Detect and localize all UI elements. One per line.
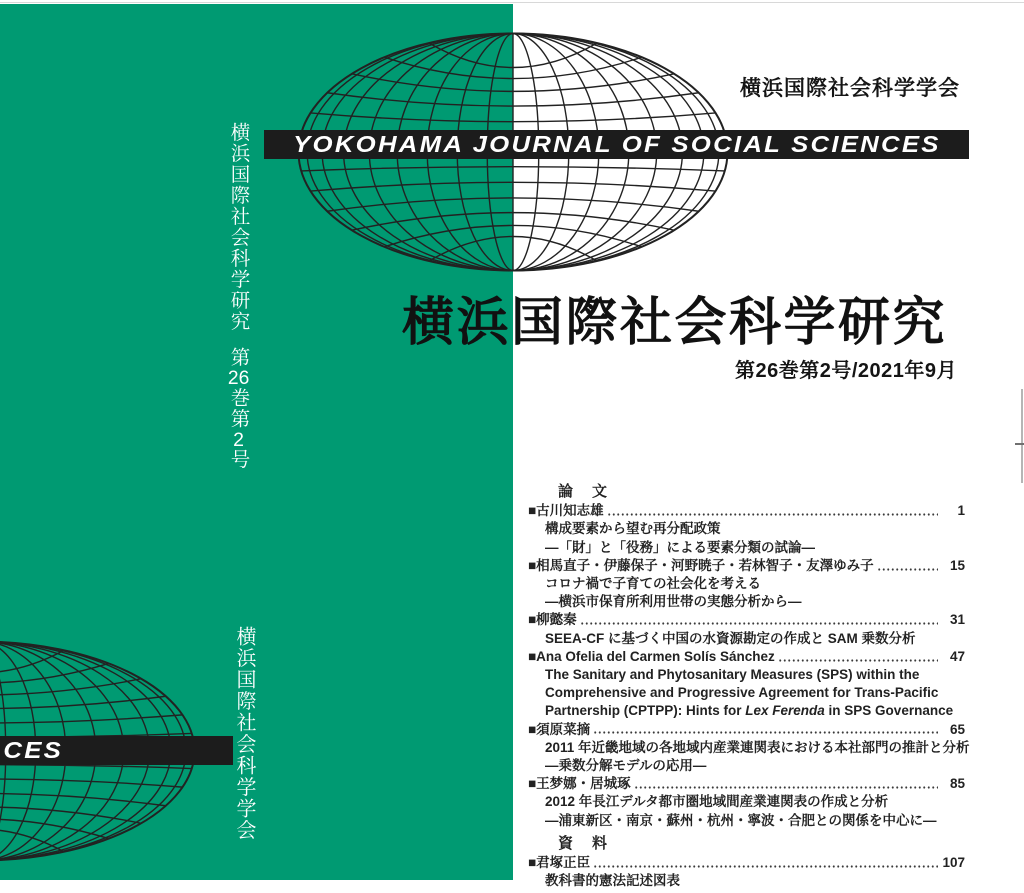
journal-title-english-fragment: CES	[3, 737, 64, 763]
toc-page-number: 15	[949, 557, 965, 573]
journal-title-english: YOKOHAMA JOURNAL OF SOCIAL SCIENCES	[293, 131, 941, 157]
toc-dot-leader	[607, 502, 938, 520]
spine-volume-issue	[228, 347, 248, 470]
toc-title-italic-segment: Lex Ferenda	[745, 703, 825, 719]
toc-dot-leader	[580, 611, 938, 629]
toc-author: ■相馬直子・伊藤保子・河野暁子・若林智子・友澤ゆみ子	[528, 557, 874, 573]
toc-title-line: 教科書的憲法記述図表	[545, 873, 680, 889]
page-top-border	[0, 2, 1024, 3]
toc-entry	[528, 648, 965, 666]
toc-title-segment: in SPS Governance	[824, 703, 954, 719]
toc-entry	[528, 721, 965, 739]
toc-author: ■古川知志雄	[528, 503, 604, 519]
spine-title-vertical	[228, 122, 248, 470]
journal-title-banner	[264, 130, 969, 159]
toc	[528, 483, 970, 890]
toc-page-number: 1	[957, 503, 965, 519]
toc-title-line: 2012 年長江デルタ都市圏地域間産業連関表の作成と分析	[545, 794, 889, 810]
toc-title-line: The Sanitary and Phytosanitary Measures (SPS) within the	[545, 667, 920, 683]
spine-volume-segment: 巻第	[227, 387, 250, 430]
toc-entry	[528, 611, 965, 629]
page-edge-mark	[1021, 389, 1023, 483]
journal-title-japanese: 横浜国際社会科学研究	[402, 294, 948, 352]
toc-dot-leader	[634, 775, 938, 793]
toc-entry	[528, 775, 965, 793]
spine-society-name-vertical: 横浜国際社会科学学会	[233, 626, 255, 841]
spine-volume-segment: 第	[227, 347, 250, 368]
toc-title-line: Comprehensive and Progressive Agreement for Trans-Pacific	[545, 685, 939, 701]
spine-volume-segment: 号	[227, 449, 250, 470]
spine-volume-segment: 26	[227, 368, 250, 388]
toc-page-number: 31	[949, 612, 965, 628]
toc-title-line: コロナ禍で子育ての社会化を考える	[545, 576, 761, 592]
toc-author: ■王梦娜・居城琢	[528, 776, 631, 792]
toc-author: ■柳懿秦	[528, 612, 577, 628]
toc-title-line: ―乗数分解モデルの応用―	[545, 758, 707, 774]
toc-dot-leader	[593, 854, 938, 872]
spine-volume-segment: 2	[233, 429, 244, 449]
toc-page-number: 65	[949, 721, 965, 737]
toc-title-line: ―浦東新区・南京・蘇州・杭州・寧波・合肥との関係を中心に―	[545, 812, 937, 828]
toc-page-number: 85	[949, 776, 965, 792]
back-cover-banner	[0, 736, 233, 765]
spine-journal-title: 横浜国際社会科学研究	[227, 122, 250, 332]
toc-section-heading: 資 料	[558, 834, 610, 852]
volume-issue-date: 第26巻第2号/2021年9月	[734, 360, 957, 382]
toc-title-line	[528, 702, 965, 720]
toc-title-line: 2011 年近畿地域の各地域内産業連関表における本社部門の推計と分析	[545, 739, 970, 755]
toc-title-line: ―「財」と「役務」による要素分類の試論―	[545, 539, 815, 555]
toc-author: ■Ana Ofelia del Carmen Solís Sánchez	[528, 648, 775, 664]
toc-page-number: 107	[942, 855, 965, 871]
toc-section-heading: 論 文	[558, 483, 610, 500]
toc-entry	[528, 502, 965, 520]
toc-author: ■須原菜摘	[528, 721, 591, 737]
toc-title-segment: Partnership (CPTPP): Hints for	[545, 703, 746, 719]
toc-entry	[528, 557, 965, 575]
toc-dot-leader	[877, 557, 938, 575]
toc-title-line: 構成要素から望む再分配政策	[545, 521, 721, 537]
toc-page-number: 47	[949, 648, 965, 664]
toc-author: ■君塚正臣	[528, 855, 591, 871]
toc-title-line: SEEA-CF に基づく中国の水資源勘定の作成と SAM 乗数分析	[545, 630, 916, 646]
toc-title-line: ―横浜市保育所利用世帯の実態分析から―	[545, 594, 802, 610]
page-edge-tick	[1015, 443, 1024, 445]
toc-entry	[528, 854, 965, 872]
toc-dot-leader	[778, 648, 938, 666]
society-name: 横浜国際社会科学学会	[740, 77, 960, 100]
toc-dot-leader	[593, 721, 938, 739]
